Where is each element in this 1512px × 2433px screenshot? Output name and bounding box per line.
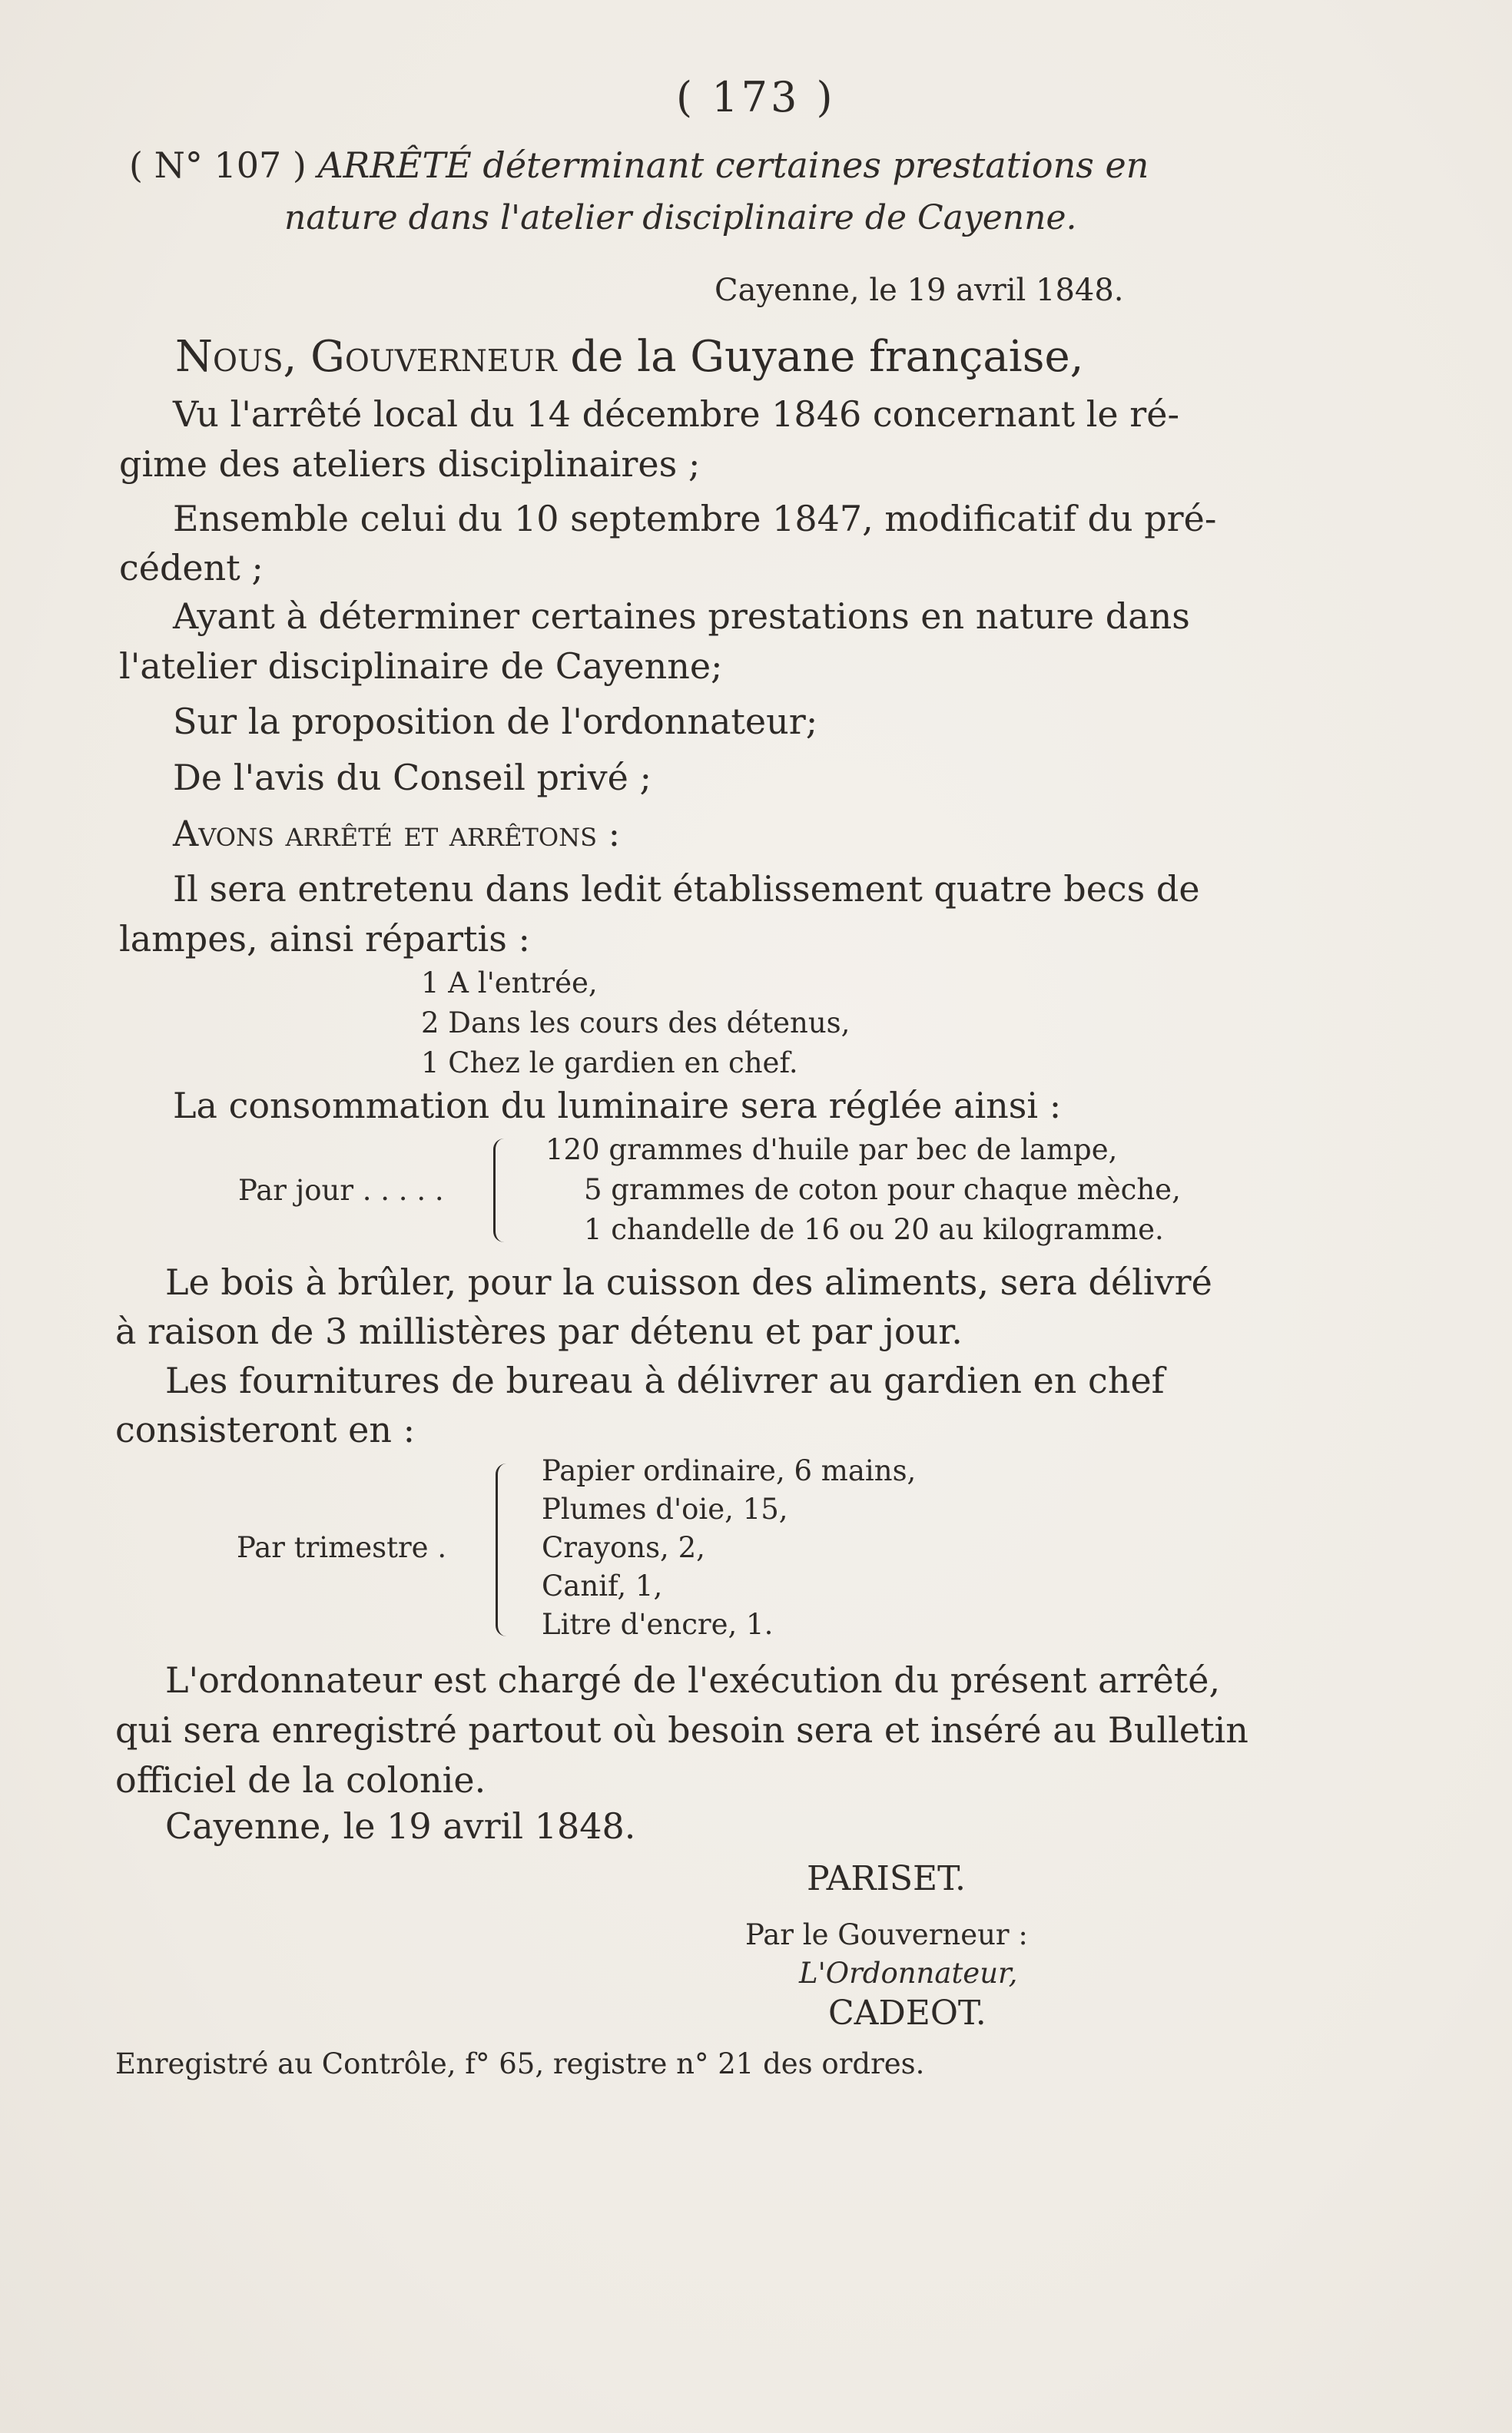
preamble-word-gouverneur: Gouverneur: [310, 332, 557, 382]
lamp-item: 1 A l'entrée,: [421, 966, 598, 999]
closing-line: officiel de la colonie.: [115, 1759, 486, 1801]
per-day-item: 5 grammes de coton pour chaque mèche,: [584, 1173, 1181, 1206]
decree-heading: ARRÊTÉ déterminant certaines prestations en: [317, 144, 1149, 186]
per-quarter-item: Plumes d'oie, 15,: [542, 1493, 788, 1526]
per-quarter-label: Par trimestre .: [237, 1531, 447, 1564]
decree-heading-continued: nature dans l'atelier disciplinaire de Cayenne.: [284, 198, 1077, 237]
consumption-intro: La consommation du luminaire sera réglée ainsi :: [173, 1085, 1062, 1126]
by-governor: Par le Gouverneur :: [745, 1918, 1028, 1951]
signatory-name: PARISET.: [807, 1859, 966, 1898]
paragraph-line: l'atelier disciplinaire de Cayenne;: [119, 645, 723, 687]
per-quarter-item: Litre d'encre, 1.: [542, 1608, 774, 1641]
date-line: Cayenne, le 19 avril 1848.: [715, 273, 1124, 308]
registration-note: Enregistré au Contrôle, f° 65, registre n° 21 des ordres.: [115, 2047, 925, 2080]
paragraph-line: De l'avis du Conseil privé ;: [173, 757, 652, 798]
paragraph-line: Avons arrêté et arrêtons :: [173, 813, 621, 854]
preamble-word-nous: Nous,: [175, 332, 297, 382]
closing-line: L'ordonnateur est chargé de l'exécution du présent arrêté,: [165, 1659, 1221, 1701]
per-quarter-item: Papier ordinaire, 6 mains,: [542, 1454, 917, 1487]
per-quarter-item: Crayons, 2,: [542, 1531, 705, 1564]
paragraph-line: Ayant à déterminer certaines prestations en nature dans: [173, 595, 1190, 637]
per-quarter-brace: [496, 1463, 510, 1636]
paragraph-line: Vu l'arrêté local du 14 décembre 1846 concernant le ré-: [173, 393, 1180, 435]
closing-date: Cayenne, le 19 avril 1848.: [165, 1805, 636, 1847]
paragraph-line: Ensemble celui du 10 septembre 1847, modificatif du pré-: [173, 498, 1217, 539]
paragraph-line: lampes, ainsi répartis :: [119, 918, 530, 960]
preamble-nous: [175, 332, 1083, 382]
supplies-intro-line: Les fournitures de bureau à délivrer au gardien en chef: [165, 1360, 1165, 1401]
paragraph-line: Sur la proposition de l'ordonnateur;: [173, 701, 818, 742]
closing-line: qui sera enregistré partout où besoin sera et inséré au Bulletin: [115, 1709, 1248, 1751]
per-day-item: 1 chandelle de 16 ou 20 au kilogramme.: [584, 1213, 1164, 1246]
page-number: ( 173 ): [676, 73, 836, 121]
wood-line: à raison de 3 millistères par détenu et par jour.: [115, 1311, 963, 1352]
paragraph-line: gime des ateliers disciplinaires ;: [119, 443, 701, 485]
supplies-intro-line: consisteront en :: [115, 1409, 416, 1450]
wood-line: Le bois à brûler, pour la cuisson des aliments, sera délivré: [165, 1261, 1212, 1303]
decree-title: [129, 144, 1149, 186]
per-day-item: 120 grammes d'huile par bec de lampe,: [545, 1133, 1118, 1166]
preamble-rest: de la Guyane française,: [570, 332, 1084, 382]
paragraph-line: Il sera entretenu dans ledit établissement quatre becs de: [173, 868, 1200, 910]
ordonnateur-title: L'Ordonnateur,: [799, 1957, 1018, 1990]
per-day-brace: [493, 1139, 506, 1242]
paragraph-line: cédent ;: [119, 547, 264, 588]
per-quarter-item: Canif, 1,: [542, 1570, 663, 1603]
ordonnateur-name: CADEOT.: [828, 1994, 986, 2033]
lamp-item: 2 Dans les cours des détenus,: [421, 1006, 850, 1039]
decree-number: ( N° 107 ): [129, 144, 307, 186]
lamp-item: 1 Chez le gardien en chef.: [421, 1046, 798, 1079]
per-day-label: Par jour . . . . .: [238, 1174, 444, 1207]
